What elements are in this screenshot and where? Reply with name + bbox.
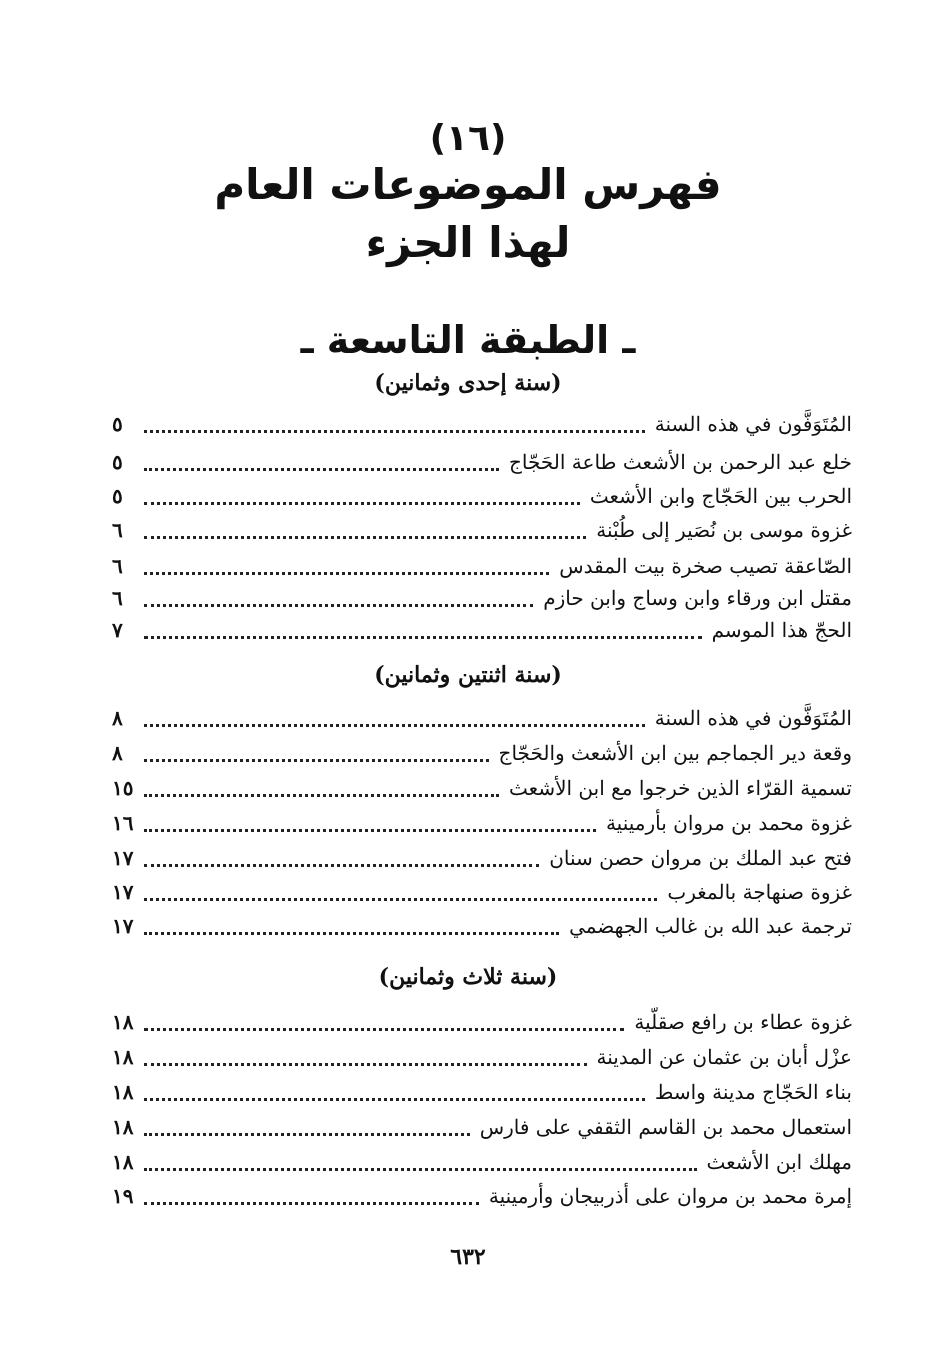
toc-entry[interactable]: [112, 480, 852, 512]
dot-leader: [144, 794, 499, 797]
toc-entry-text: مهلك ابن الأشعث: [706, 1150, 852, 1174]
dot-leader: [144, 1202, 479, 1205]
toc-entry[interactable]: [112, 876, 852, 908]
dot-leader: [144, 759, 489, 762]
toc-entry[interactable]: [112, 614, 852, 646]
toc-entry-text: مقتل ابن ورقاء وابن وساج وابن حازم: [543, 586, 852, 610]
dot-leader: [144, 829, 596, 832]
toc-entry-text: ترجمة عبد الله بن غالب الجهضمي: [569, 914, 852, 938]
dot-leader: [144, 1028, 624, 1031]
toc-entry[interactable]: [112, 772, 852, 804]
toc-entry-page: ٥: [112, 450, 123, 474]
toc-entry[interactable]: [112, 582, 852, 614]
toc-entry-page: ٥: [112, 412, 123, 436]
toc-entry-page: ١٨: [112, 1080, 134, 1104]
toc-entry-text: غزوة محمد بن مروان بأرمينية: [605, 811, 852, 835]
toc-entry[interactable]: [112, 1146, 852, 1178]
dot-leader: [144, 572, 549, 575]
dot-leader: [144, 1133, 470, 1136]
toc-entry[interactable]: [112, 702, 852, 734]
dot-leader: [144, 1168, 697, 1171]
toc-entry[interactable]: [112, 737, 852, 769]
dot-leader: [144, 898, 657, 901]
toc-entry-text: عزْل أبان بن عثمان عن المدينة: [596, 1045, 852, 1069]
toc-entry[interactable]: [112, 1111, 852, 1143]
toc-entry[interactable]: [112, 514, 852, 546]
toc-entry[interactable]: [112, 550, 852, 582]
toc-entry-text: الحرب بين الحَجّاج وابن الأشعث: [589, 484, 852, 508]
toc-entry[interactable]: [112, 910, 852, 942]
toc-entry-text: وقعة دير الجماجم بين ابن الأشعث والحَجّاج: [498, 741, 852, 765]
toc-entry-text: استعمال محمد بن القاسم الثقفي على فارس: [479, 1115, 852, 1139]
toc-entry-text: الصّاعقة تصيب صخرة بيت المقدس: [559, 554, 852, 578]
toc-entry-page: ٨: [112, 706, 123, 730]
toc-entry-page: ١٨: [112, 1115, 134, 1139]
toc-entry-page: ٦: [112, 586, 123, 610]
toc-entry-page: ١٨: [112, 1010, 134, 1034]
toc-entry-text: المُتَوَفَّون في هذه السنة: [654, 706, 852, 730]
index-number: (١٦): [429, 118, 507, 159]
toc-entry-text: تسمية القرّاء الذين خرجوا مع ابن الأشعث: [509, 776, 852, 800]
dot-leader: [144, 864, 539, 867]
toc-entry-page: ١٨: [112, 1045, 134, 1069]
dot-leader: [144, 468, 499, 471]
toc-entry[interactable]: [112, 408, 852, 440]
dot-leader: [144, 604, 533, 607]
page-title: فهرس الموضوعات العام: [214, 160, 722, 209]
dot-leader: [144, 932, 559, 935]
toc-entry-text: المُتَوَفَّون في هذه السنة: [654, 412, 852, 436]
section-title: ـ الطبقة التاسعة ـ: [300, 318, 636, 362]
dot-leader: [144, 430, 645, 433]
toc-entry-page: ١٧: [112, 880, 134, 904]
toc-entry[interactable]: [112, 1076, 852, 1108]
toc-entry[interactable]: [112, 1180, 852, 1212]
toc-entry[interactable]: [112, 807, 852, 839]
dot-leader: [144, 536, 586, 539]
dot-leader: [144, 636, 702, 639]
toc-entry-text: غزوة صنهاجة بالمغرب: [667, 880, 852, 904]
toc-entry-text: غزوة عطاء بن رافع صقلّية: [634, 1010, 852, 1034]
toc-entry-text: غزوة موسى بن نُصَير إلى طُبْنة: [596, 518, 852, 542]
toc-entry-text: إمرة محمد بن مروان على أذربيجان وأرمينية: [488, 1184, 852, 1208]
toc-entry[interactable]: [112, 1006, 852, 1038]
page-number: ٦٣٢: [450, 1244, 486, 1270]
toc-entry-page: ٦: [112, 554, 123, 578]
dot-leader: [144, 1098, 645, 1101]
toc-entry[interactable]: [112, 1041, 852, 1073]
toc-entry-page: ١٥: [112, 776, 134, 800]
dot-leader: [144, 502, 580, 505]
toc-entry-page: ١٧: [112, 846, 134, 870]
year-heading: (سنة اثنتين وثمانين): [374, 662, 562, 688]
toc-entry-page: ١٧: [112, 914, 134, 938]
toc-entry[interactable]: [112, 842, 852, 874]
toc-entry-text: خلع عبد الرحمن بن الأشعث طاعة الحَجّاج: [508, 450, 852, 474]
toc-entry-page: ٥: [112, 484, 123, 508]
toc-entry[interactable]: [112, 446, 852, 478]
toc-entry-text: الحجّ هذا الموسم: [711, 618, 852, 642]
year-heading: (سنة إحدى وثمانين): [374, 370, 562, 396]
toc-entry-page: ١٨: [112, 1150, 134, 1174]
year-heading: (سنة ثلاث وثمانين): [378, 964, 558, 990]
toc-entry-page: ١٩: [112, 1184, 134, 1208]
toc-entry-text: بناء الحَجّاج مدينة واسط: [654, 1080, 852, 1104]
toc-entry-page: ٧: [112, 618, 123, 642]
dot-leader: [144, 724, 645, 727]
dot-leader: [144, 1063, 587, 1066]
page-subtitle: لهذا الجزء: [365, 218, 571, 267]
toc-entry-page: ٨: [112, 741, 123, 765]
toc-entry-page: ١٦: [112, 811, 134, 835]
toc-entry-text: فتح عبد الملك بن مروان حصن سنان: [549, 846, 852, 870]
toc-entry-page: ٦: [112, 518, 123, 542]
